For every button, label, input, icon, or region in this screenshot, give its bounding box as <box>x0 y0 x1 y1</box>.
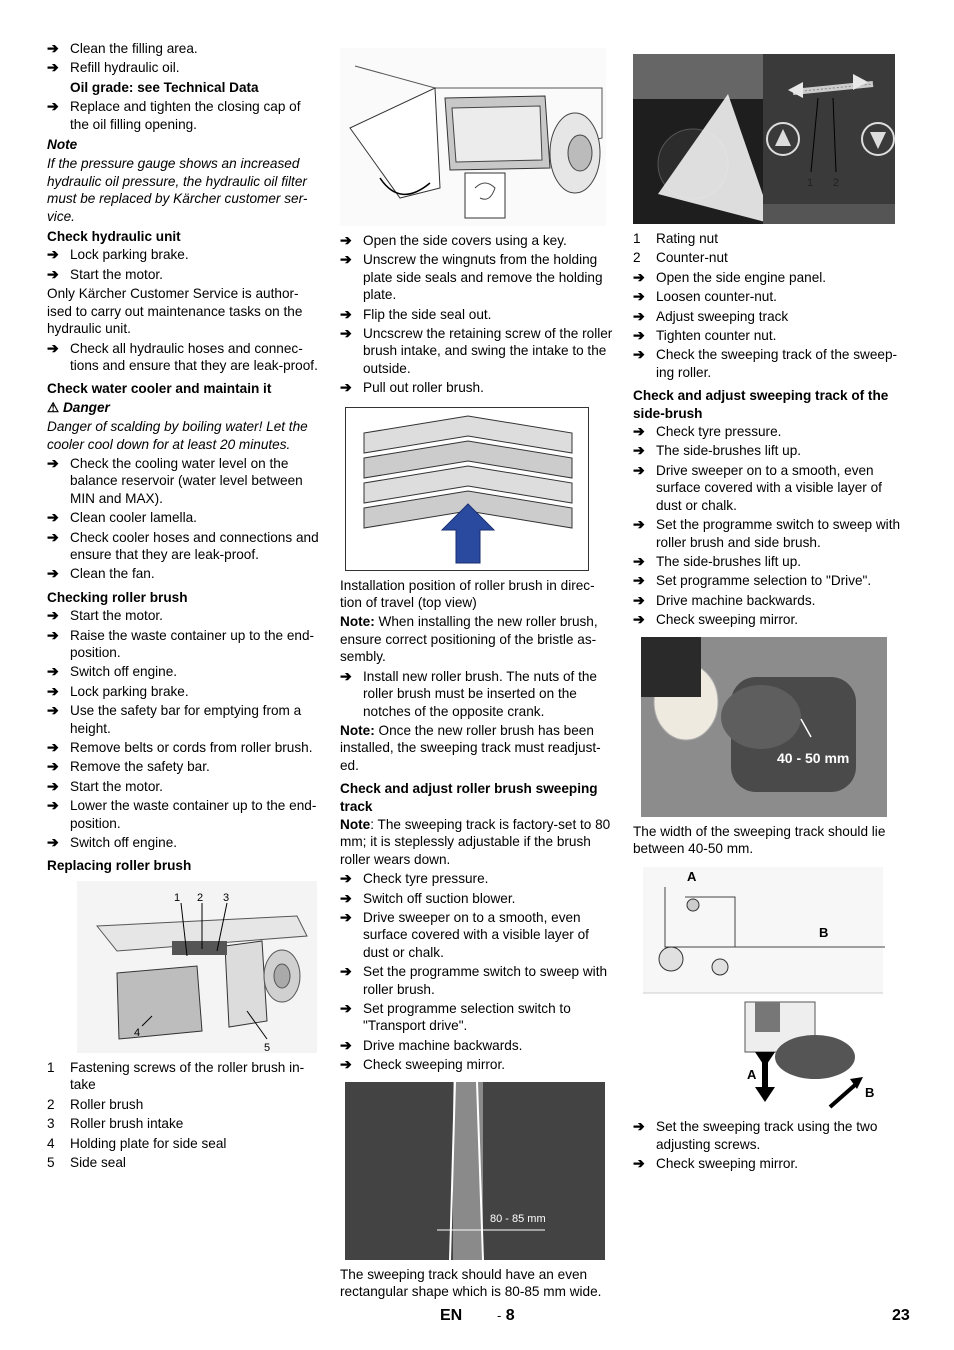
arrow-icon: ➔ <box>633 572 645 589</box>
callout-label: A <box>747 1067 757 1083</box>
track-width-label: 40 - 50 mm <box>777 749 850 766</box>
arrow-icon: ➔ <box>47 758 59 775</box>
step: ➔ Set the programme switch to sweep with roller brush and side brush. <box>633 516 901 550</box>
arrow-icon: ➔ <box>633 307 645 324</box>
step: ➔ Pull out roller brush. <box>340 379 484 396</box>
arrow-icon: ➔ <box>633 288 645 305</box>
callout-label: 5 <box>264 1041 271 1053</box>
step: ➔ Start the motor. <box>47 607 163 624</box>
step: ➔ The side-brushes lift up. <box>633 552 802 569</box>
column-1 <box>47 40 323 1173</box>
adjusting-screws-figure <box>635 867 889 1112</box>
oil-grade: Oil grade: see Technical Data <box>70 79 259 95</box>
side-cover-figure <box>340 48 606 226</box>
step: ➔ Loosen counter-nut. <box>633 288 777 305</box>
step: ➔ Lower the waste container up to the end-position. <box>47 797 317 831</box>
step: ➔ Set the sweeping track using the two adjusting screws. <box>633 1118 878 1152</box>
step: ➔ Lock parking brake. <box>47 246 189 263</box>
arrow-icon: ➔ <box>633 327 645 344</box>
adjusting-nut-photo <box>633 54 895 224</box>
arrow-icon: ➔ <box>340 379 352 396</box>
legend-item: 4 Holding plate for side seal <box>47 1135 227 1151</box>
note: Note: Once the new roller brush has been installed, the sweeping track must readjust-ed. <box>340 722 601 773</box>
legend-item: 3 Roller brush intake <box>47 1116 184 1132</box>
arrow-icon: ➔ <box>633 552 645 569</box>
arrow-icon: ➔ <box>340 1036 352 1053</box>
callout-label: A <box>687 869 697 885</box>
legend-item: 1 Rating nut <box>633 231 718 246</box>
step: ➔ Clean the filling area. <box>47 40 198 56</box>
arrow-icon: ➔ <box>47 40 59 56</box>
roller-brush-topview-figure <box>345 407 589 571</box>
note-title: Note <box>47 137 78 153</box>
step: ➔ Switch off engine. <box>47 834 178 851</box>
step: ➔ Refill hydraulic oil. <box>47 59 180 76</box>
step: ➔ Tighten counter nut. <box>633 327 777 344</box>
section-heading: Replacing roller brush <box>47 858 192 874</box>
arrow-icon: ➔ <box>340 963 352 980</box>
step: ➔ The side-brushes lift up. <box>633 442 802 459</box>
note-text: If the pressure gauge shows an increased hydraulic oil pressure, the hydraulic oil filter must be replaced by Kärcher customer ser-vice. <box>47 156 308 224</box>
arrow-icon: ➔ <box>47 739 59 756</box>
step: ➔ Open the side engine panel. <box>633 268 827 285</box>
paragraph: Only Kärcher Customer Service is author-ised to carry out maintenance tasks on the hydraulic unit. <box>47 286 303 337</box>
arrow-icon: ➔ <box>633 268 645 285</box>
section-heading: Checking roller brush <box>47 589 188 605</box>
step: ➔ Clean the fan. <box>47 565 155 582</box>
column-3 <box>633 40 909 1175</box>
arrow-icon: ➔ <box>47 702 59 719</box>
arrow-icon: ➔ <box>47 663 59 680</box>
arrow-icon: ➔ <box>47 626 59 643</box>
step: ➔ Set programme selection to "Drive". <box>633 572 872 589</box>
step: ➔ Check tyre pressure. <box>340 870 489 887</box>
step: ➔ Set the programme switch to sweep with roller brush. <box>340 963 608 997</box>
arrow-icon: ➔ <box>340 908 352 925</box>
arrow-icon: ➔ <box>47 59 59 76</box>
step: ➔ Flip the side seal out. <box>340 305 492 322</box>
column-2 <box>340 40 616 1302</box>
arrow-icon: ➔ <box>340 667 352 684</box>
step: ➔ Check the sweeping track of the sweep-ing roller. <box>633 346 898 380</box>
legend-item: 5 Side seal <box>47 1154 126 1170</box>
section-heading: Check and adjust roller brush sweeping track <box>340 781 598 814</box>
section-heading: Check hydraulic unit <box>47 229 181 245</box>
step: ➔ Drive machine backwards. <box>340 1036 523 1053</box>
callout-label: B <box>819 925 829 941</box>
note: Note: The sweeping track is factory-set to 80 mm; it is steplessly adjustable if the brush roller wears down. <box>340 816 611 867</box>
step: ➔ Set programme selection switch to "Transport drive". <box>340 1000 571 1034</box>
section-heading: Check and adjust sweeping track of the side-brush <box>633 388 889 421</box>
step: ➔ Check sweeping mirror. <box>633 611 799 628</box>
arrow-icon: ➔ <box>633 346 645 363</box>
step: ➔ Install new roller brush. The nuts of the roller brush must be inserted on the notches of the opposite crank. <box>340 667 597 719</box>
sweeping-track-photo <box>345 1082 605 1260</box>
legend-item: 2 Roller brush <box>47 1096 144 1112</box>
section-heading: Check water cooler and maintain it <box>47 381 272 397</box>
arrow-icon: ➔ <box>633 611 645 628</box>
track-width-label: 80 - 85 mm <box>490 1212 546 1225</box>
figure-caption: The sweeping track should have an even rectangular shape which is 80-85 mm wide. <box>340 1266 602 1300</box>
figure-caption: Installation position of roller brush in direc-tion of travel (top view) <box>340 577 595 611</box>
side-brush-track-photo <box>641 637 887 817</box>
note: Note: When installing the new roller brush, ensure correct positioning of the bristle as-sembly. <box>340 614 598 665</box>
callout-label: 2 <box>197 891 204 904</box>
footer-subpage: - 8 <box>497 1307 515 1324</box>
step: ➔ Lock parking brake. <box>47 682 189 699</box>
arrow-icon: ➔ <box>340 870 352 887</box>
arrow-icon: ➔ <box>47 265 59 282</box>
footer-language: EN <box>440 1307 463 1324</box>
step: ➔ Drive sweeper on to a smooth, even surface covered with a visible layer of dust or chalk. <box>633 461 882 513</box>
arrow-icon: ➔ <box>633 1155 645 1172</box>
step: ➔ Check sweeping mirror. <box>633 1155 799 1172</box>
arrow-icon: ➔ <box>633 591 645 608</box>
arrow-icon: ➔ <box>633 516 645 533</box>
roller-brush-intake-figure <box>77 881 317 1053</box>
arrow-icon: ➔ <box>340 232 352 248</box>
callout-label: 4 <box>134 1026 141 1039</box>
arrow-icon: ➔ <box>47 797 59 814</box>
callout-label: 1 <box>807 177 814 189</box>
arrow-icon: ➔ <box>340 1000 352 1016</box>
legend-item: 2 Counter-nut <box>633 250 728 266</box>
arrow-icon: ➔ <box>633 461 645 478</box>
arrow-icon: ➔ <box>47 528 59 545</box>
danger-label: ⚠ Danger <box>47 399 110 415</box>
arrow-icon: ➔ <box>47 509 59 526</box>
step: ➔ Raise the waste container up to the end-position. <box>47 626 315 660</box>
arrow-icon: ➔ <box>47 339 59 356</box>
step: ➔ Check the cooling water level on the balance reservoir (water level between MIN and MAX). <box>47 454 303 506</box>
legend-item: 1 Fastening screws of the roller brush in-take <box>47 1059 305 1093</box>
arrow-icon: ➔ <box>47 246 59 263</box>
callout-label: 1 <box>174 891 181 904</box>
step: ➔ Check sweeping mirror. <box>340 1056 506 1073</box>
arrow-icon: ➔ <box>340 889 352 906</box>
step: ➔ Open the side covers using a key. <box>340 232 567 248</box>
step: ➔ Clean cooler lamella. <box>47 509 197 526</box>
callout-label: 2 <box>833 177 840 189</box>
arrow-icon: ➔ <box>340 325 352 342</box>
step: ➔ Drive machine backwards. <box>633 591 816 608</box>
callout-label: 3 <box>223 891 230 904</box>
page-number: 23 <box>892 1307 910 1324</box>
step: ➔ Check tyre pressure. <box>633 423 782 440</box>
step: ➔ Replace and tighten the closing cap of the oil filling opening. <box>47 98 301 132</box>
step: ➔ Use the safety bar for emptying from a height. <box>47 702 302 736</box>
arrow-icon: ➔ <box>47 565 59 582</box>
arrow-icon: ➔ <box>633 1118 645 1135</box>
arrow-icon: ➔ <box>47 607 59 624</box>
arrow-icon: ➔ <box>47 454 59 471</box>
arrow-icon: ➔ <box>340 1056 352 1073</box>
arrow-icon: ➔ <box>340 251 352 268</box>
step: ➔ Unscrew the wingnuts from the holding plate side seals and remove the holding plate. <box>340 251 603 303</box>
step: ➔ Start the motor. <box>47 265 163 282</box>
figure-caption: The width of the sweeping track should lie between 40-50 mm. <box>633 823 886 856</box>
arrow-icon: ➔ <box>633 442 645 459</box>
step: ➔ Remove belts or cords from roller brush. <box>47 739 313 756</box>
arrow-icon: ➔ <box>47 98 59 115</box>
step: ➔ Switch off engine. <box>47 663 178 680</box>
arrow-icon: ➔ <box>47 777 59 794</box>
arrow-icon: ➔ <box>47 834 59 851</box>
step: ➔ Check cooler hoses and connections and ensure that they are leak-proof. <box>47 528 319 562</box>
danger-text: Danger of scalding by boiling water! Let the cooler cool down for at least 20 minutes. <box>47 419 308 452</box>
arrow-icon: ➔ <box>47 682 59 699</box>
callout-label: B <box>865 1085 875 1101</box>
step: ➔ Adjust sweeping track <box>633 307 789 324</box>
step: ➔ Uncscrew the retaining screw of the roller brush intake, and swing the intake to the outside. <box>340 325 613 376</box>
step: ➔ Switch off suction blower. <box>340 889 516 906</box>
step: ➔ Check all hydraulic hoses and connec-tions and ensure that they are leak-proof. <box>47 339 318 373</box>
arrow-icon: ➔ <box>340 305 352 322</box>
step: ➔ Start the motor. <box>47 777 163 794</box>
warning-triangle-icon: ⚠ <box>47 399 60 415</box>
step: ➔ Drive sweeper on to a smooth, even surface covered with a visible layer of dust or chalk. <box>340 908 589 960</box>
arrow-icon: ➔ <box>633 423 645 440</box>
step: ➔ Remove the safety bar. <box>47 758 210 775</box>
